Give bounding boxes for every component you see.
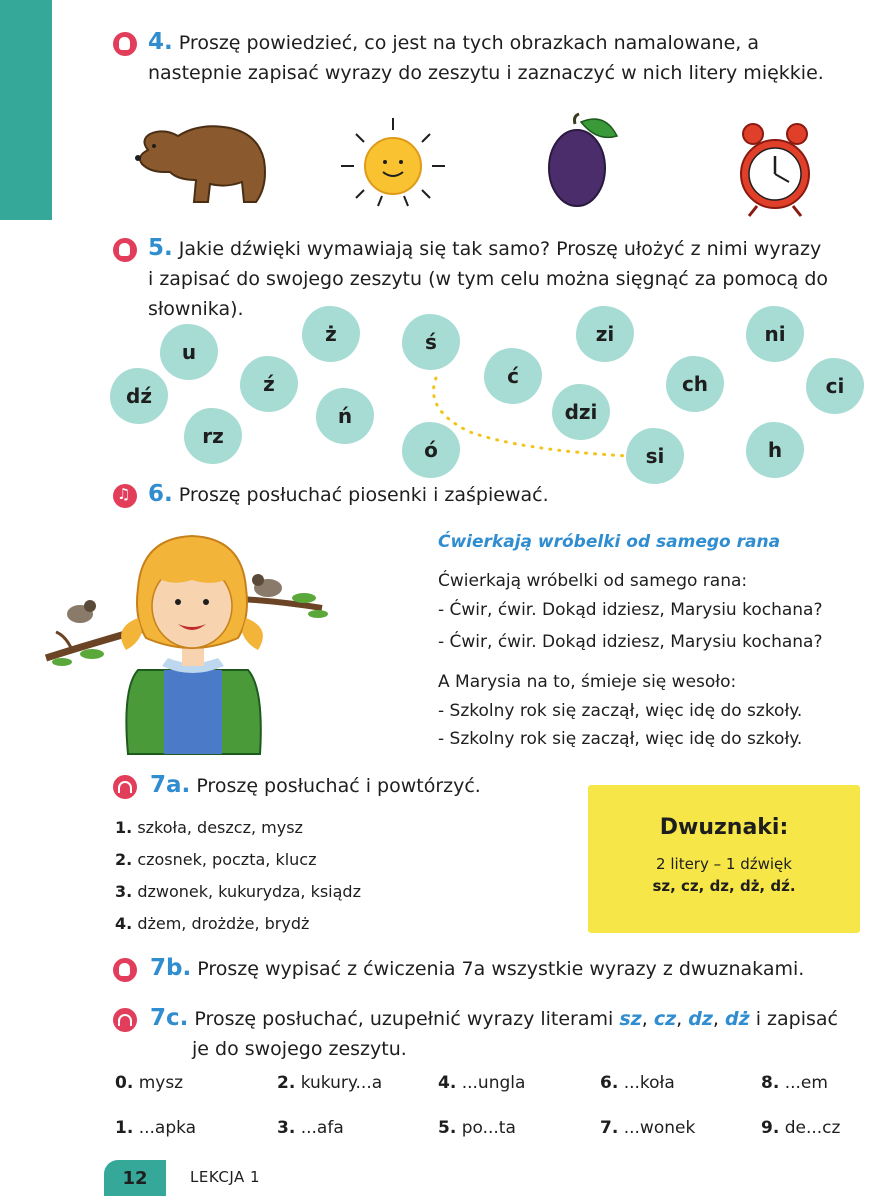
list-item-number: 3. xyxy=(115,882,133,901)
task7b-number: 7b. xyxy=(150,955,192,981)
task7b-instruction xyxy=(150,953,804,984)
task4-line2: nastepnie zapisać wyrazy do zeszytu i zaznaczyć w nich litery miękkie. xyxy=(148,62,824,84)
list-item-number: 2. xyxy=(115,850,133,869)
list-item-text: czosnek, poczta, klucz xyxy=(137,850,317,869)
girl-with-birds-illustration xyxy=(42,528,332,758)
task4-number: 4. xyxy=(148,29,173,55)
exercise-word: kukury...a xyxy=(300,1073,383,1093)
exercise-item xyxy=(115,1118,196,1138)
song-line: - Ćwir, ćwir. Dokąd idziesz, Marysiu kochana? xyxy=(438,600,823,620)
task7a-text: Proszę posłuchać i powtórzyć. xyxy=(196,775,481,797)
song-line: - Ćwir, ćwir. Dokąd idziesz, Marysiu kochana? xyxy=(438,632,823,652)
exercise-word: po...ta xyxy=(461,1118,516,1138)
music-note-icon xyxy=(113,484,137,508)
letter-bubble: ci xyxy=(806,358,864,414)
exercise-item xyxy=(761,1073,828,1093)
task7c-number: 7c. xyxy=(150,1005,189,1031)
exercise-word: ...afa xyxy=(300,1118,344,1138)
song-line: - Szkolny rok się zaczął, więc idę do szkoły. xyxy=(438,701,803,721)
task7c-instruction xyxy=(150,1003,838,1064)
letter-bubble: ń xyxy=(316,388,374,444)
list-item xyxy=(115,882,361,901)
letters-separator: , xyxy=(712,1008,725,1030)
exercise-number: 9. xyxy=(761,1118,780,1138)
letter-bubble: dź xyxy=(110,368,168,424)
exercise-item xyxy=(600,1073,675,1093)
task6-instruction xyxy=(148,479,549,510)
letter-bubble: ch xyxy=(666,356,724,412)
letter-bubble: ni xyxy=(746,306,804,362)
dwuznaki-info-box xyxy=(588,785,860,933)
exercise-item xyxy=(438,1073,525,1093)
list-item-text: dżem, drożdże, brydż xyxy=(137,914,310,933)
list-item-text: szkoła, deszcz, mysz xyxy=(137,818,303,837)
exercise-item xyxy=(600,1118,695,1138)
list-item xyxy=(115,850,317,869)
letter-bubble: ó xyxy=(402,422,460,478)
exercise-word: ...ungla xyxy=(461,1073,526,1093)
letter-bubble: ś xyxy=(402,314,460,370)
task5-line3: słownika). xyxy=(148,298,244,320)
song-line: A Marysia na to, śmieje się wesoło: xyxy=(438,672,737,692)
task7b-text: Proszę wypisać z ćwiczenia 7a wszystkie wyrazy z dwuznakami. xyxy=(197,958,805,980)
letter-bubble: zi xyxy=(576,306,634,362)
exercise-number: 1. xyxy=(115,1118,134,1138)
letter-bubble: h xyxy=(746,422,804,478)
task4-line1: Proszę powiedzieć, co jest na tych obrazkach namalowane, a xyxy=(178,32,760,54)
exercise-number: 3. xyxy=(277,1118,296,1138)
task5-line1: Jakie dźwięki wymawiają się tak samo? Proszę ułożyć z nimi wyrazy xyxy=(178,238,822,260)
exercise-number: 5. xyxy=(438,1118,457,1138)
task7c-line2: je do swojego zeszytu. xyxy=(192,1038,407,1060)
letter-bubble: ź xyxy=(240,356,298,412)
letter-bubble: ć xyxy=(484,348,542,404)
exercise-number: 4. xyxy=(438,1073,457,1093)
box-title: Dwuznaki: xyxy=(659,815,789,840)
box-subtitle: 2 litery – 1 dźwięk xyxy=(656,855,792,873)
letters-separator: , xyxy=(641,1008,654,1030)
letter-bubble: ż xyxy=(302,306,360,362)
exercise-number: 0. xyxy=(115,1073,134,1093)
song-line: Ćwierkają wróbelki od samego rana: xyxy=(438,571,748,591)
exercise-number: 2. xyxy=(277,1073,296,1093)
task5-line2: i zapisać do swojego zeszytu (w tym celu można sięgnąć za pomocą do xyxy=(148,268,829,290)
list-item-text: dzwonek, kukurydza, ksiądz xyxy=(137,882,361,901)
task5-number: 5. xyxy=(148,235,173,261)
exercise-word: ...koła xyxy=(623,1073,675,1093)
task6-text: Proszę posłuchać piosenki i zaśpiewać. xyxy=(178,484,549,506)
headphones-icon xyxy=(113,775,137,799)
list-item-number: 4. xyxy=(115,914,133,933)
task7c-text-a: Proszę posłuchać, uzupełnić wyrazy literami xyxy=(194,1008,614,1030)
letters-separator: , xyxy=(676,1008,689,1030)
list-item-number: 1. xyxy=(115,818,133,837)
letters-cz: cz xyxy=(653,1008,677,1030)
exercise-number: 7. xyxy=(600,1118,619,1138)
song-line: - Szkolny rok się zaczął, więc idę do szkoły. xyxy=(438,729,803,749)
exercise-item xyxy=(277,1118,344,1138)
letter-bubble: rz xyxy=(184,408,242,464)
exercise-number: 6. xyxy=(600,1073,619,1093)
song-title: Ćwierkają wróbelki od samego rana xyxy=(438,532,781,552)
task7a-instruction xyxy=(150,770,481,801)
exercise-item xyxy=(115,1073,183,1093)
exercise-word: mysz xyxy=(138,1073,184,1093)
letters-dz: dz xyxy=(688,1008,713,1030)
letter-bubble: dzi xyxy=(552,384,610,440)
headphones-icon xyxy=(113,1008,137,1032)
letter-bubble: si xyxy=(626,428,684,484)
exercise-item xyxy=(761,1118,840,1138)
exercise-number: 8. xyxy=(761,1073,780,1093)
exercise-word: ...apka xyxy=(138,1118,197,1138)
list-item xyxy=(115,818,303,837)
list-item xyxy=(115,914,309,933)
task7a-number: 7a. xyxy=(150,772,191,798)
letter-bubble: u xyxy=(160,324,218,380)
exercise-word: ...wonek xyxy=(623,1118,696,1138)
task7c-text-b: i zapisać xyxy=(755,1008,838,1030)
exercise-word: ...em xyxy=(784,1073,828,1093)
lesson-label: LEKCJA 1 xyxy=(190,1168,261,1186)
exercise-item xyxy=(438,1118,516,1138)
page-number: 12 xyxy=(104,1160,166,1196)
letters-dzh: dż xyxy=(725,1008,750,1030)
box-letters: sz, cz, dz, dż, dź. xyxy=(652,877,796,895)
task6-number: 6. xyxy=(148,481,173,507)
exercise-item xyxy=(277,1073,382,1093)
letters-sz: sz xyxy=(619,1008,642,1030)
exercise-word: de...cz xyxy=(784,1118,841,1138)
hand-icon xyxy=(113,958,137,982)
